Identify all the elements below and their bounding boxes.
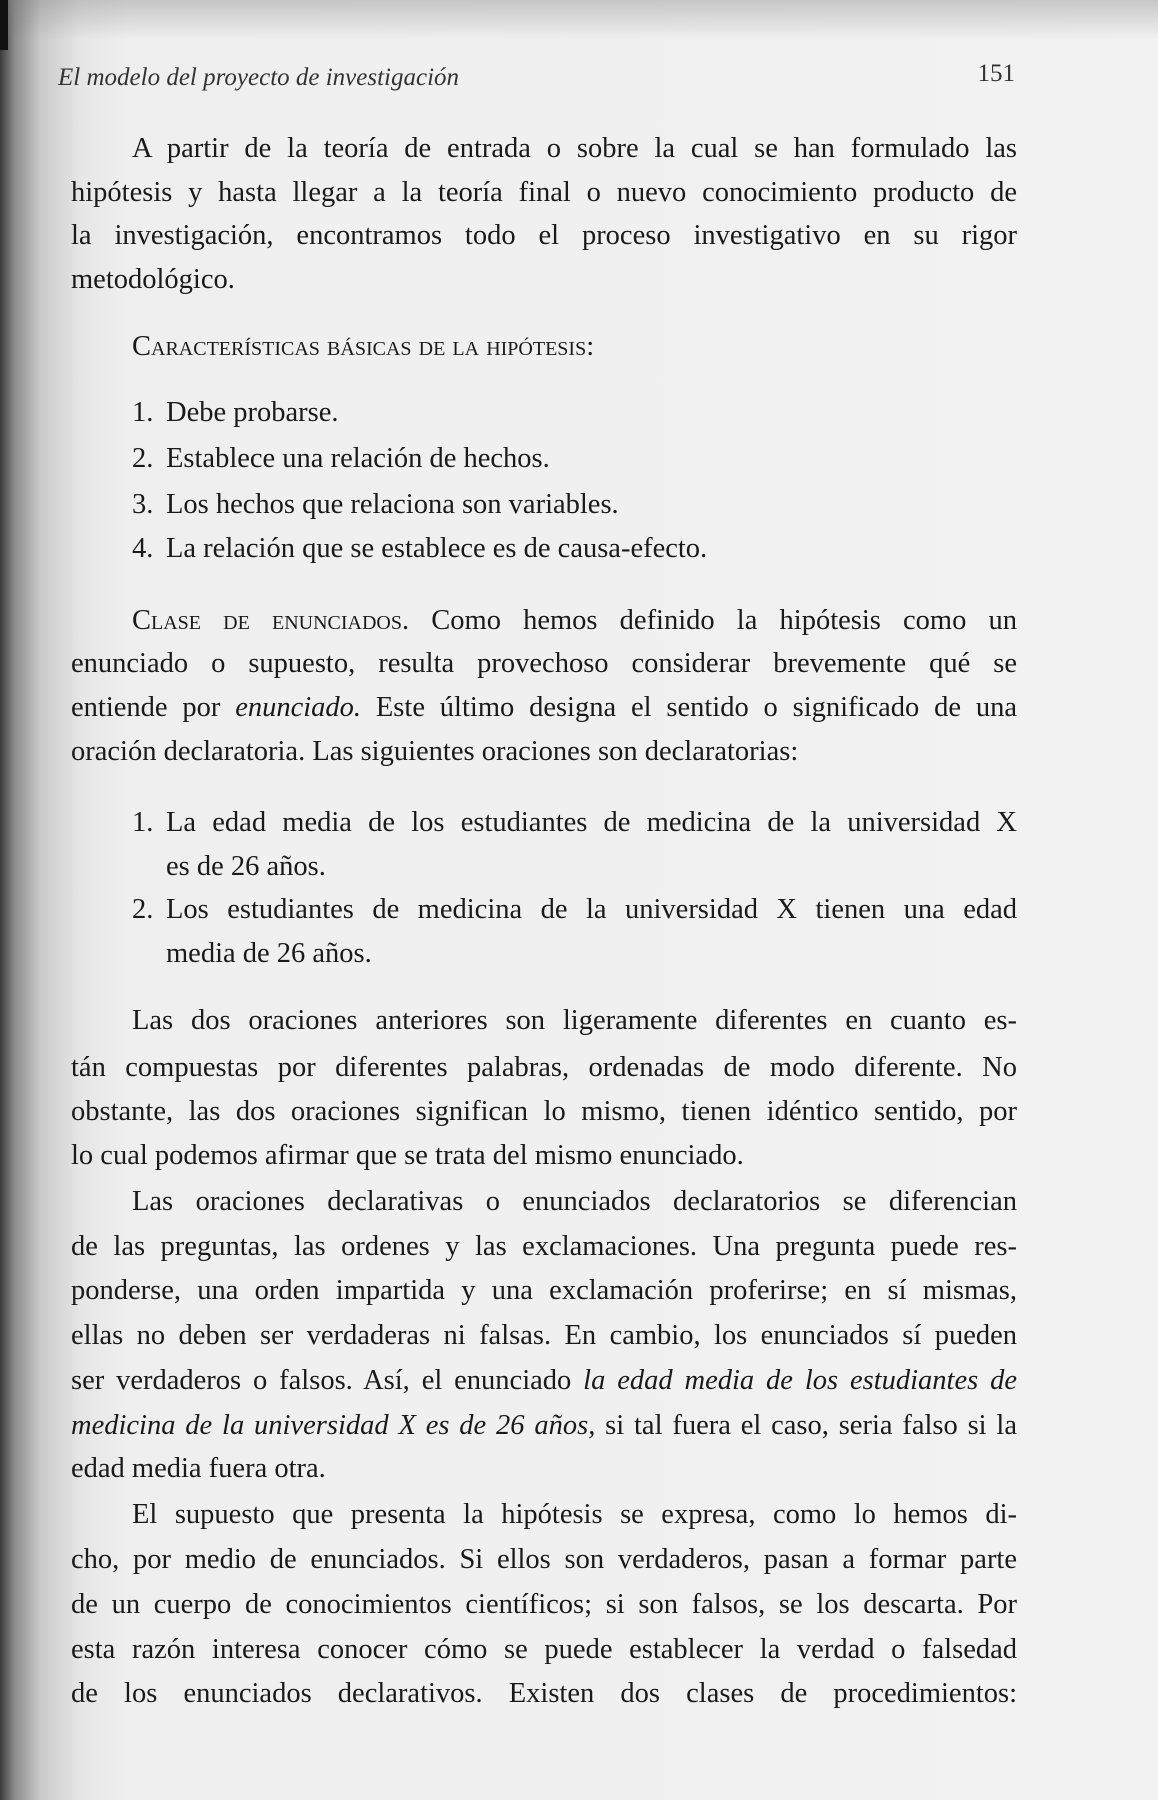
- section-heading: Características básicas de la hipótesis:: [132, 331, 595, 362]
- paragraph-1-line: A partir de la teoría de entrada o sobre la cual se han formulado las: [132, 133, 1017, 164]
- paragraph-3-line: lo cual podemos afirmar que se trata del mismo enunciado.: [71, 1140, 744, 1171]
- paragraph-4-line: ser verdaderos o falsos. Así, el enunciado la edad media de los estudiantes de: [71, 1365, 1018, 1396]
- example-text: es de 26 años.: [166, 851, 326, 882]
- list-item-text: Establece una relación de hechos.: [166, 443, 550, 474]
- scan-edge: [0, 0, 8, 50]
- paragraph-5-line: de un cuerpo de conocimientos científicos; si son falsos, se los descarta. Por: [71, 1589, 1017, 1620]
- paragraph-4-line: ellas no deben ser verdaderas ni falsas. En cambio, los enunciados sí pueden: [71, 1320, 1017, 1351]
- list-item-text: La relación que se establece es de causa-efecto.: [166, 533, 708, 564]
- list-item-number: 2.: [132, 443, 154, 474]
- paragraph-4-line: edad media fuera otra.: [71, 1453, 326, 1484]
- scan-shadow: [0, 0, 1158, 40]
- paragraph-3-line: tán compuestas por diferentes palabras, ordenadas de modo diferente. No: [71, 1052, 1017, 1083]
- example-text: media de 26 años.: [166, 938, 372, 969]
- list-item-text: Debe probarse.: [166, 397, 339, 428]
- paragraph-4-line: ponderse, una orden impartida y una exclamación proferirse; en sí mismas,: [71, 1275, 1017, 1306]
- list-item-text: Los hechos que relaciona son variables.: [166, 489, 619, 520]
- paragraph-5-line: esta razón interesa conocer cómo se puede establecer la verdad o falsedad: [71, 1634, 1017, 1665]
- paragraph-clase-line: oración declaratoria. Las siguientes oraciones son declaratorias:: [71, 736, 799, 767]
- list-item-number: 4.: [132, 533, 154, 564]
- paragraph-3-line: obstante, las dos oraciones significan lo mismo, tienen idéntico sentido, por: [71, 1096, 1017, 1127]
- paragraph-1-line: la investigación, encontramos todo el proceso investigativo en su rigor: [71, 220, 1017, 251]
- paragraph-4-line: de las preguntas, las ordenes y las exclamaciones. Una pregunta puede res-: [71, 1231, 1017, 1262]
- list-item-number: 1.: [132, 397, 154, 428]
- page-number: 151: [977, 60, 1015, 87]
- paragraph-5-line: cho, por medio de enunciados. Si ellos son verdaderos, pasan a formar parte: [71, 1544, 1017, 1575]
- example-number: 1.: [132, 807, 154, 838]
- list-item-number: 3.: [132, 489, 154, 520]
- inline-heading: Clase de enunciados.: [132, 605, 432, 636]
- paragraph-clase-line: Clase de enunciados. Como hemos definido la hipótesis como un: [132, 605, 1017, 636]
- paragraph-clase-line: enunciado o supuesto, resulta provechoso considerar brevemente qué se: [71, 648, 1017, 679]
- paragraph-clase-line: entiende por enunciado. Este último designa el sentido o significado de una: [71, 692, 1017, 723]
- paragraph-5-line: El supuesto que presenta la hipótesis se expresa, como lo hemos di-: [132, 1499, 1017, 1530]
- paragraph-4-line: Las oraciones declarativas o enunciados declaratorios se diferencian: [132, 1186, 1017, 1217]
- paragraph-1-line: hipótesis y hasta llegar a la teoría final o nuevo conocimiento producto de: [71, 177, 1017, 208]
- example-text: Los estudiantes de medicina de la universidad X tienen una edad: [166, 894, 1017, 925]
- paragraph-4-line: medicina de la universidad X es de 26 años, si tal fuera el caso, seria falso si la: [71, 1410, 1017, 1441]
- example-text: La edad media de los estudiantes de medicina de la universidad X: [166, 807, 1017, 838]
- running-head: El modelo del proyecto de investigación: [58, 64, 460, 91]
- example-number: 2.: [132, 894, 154, 925]
- paragraph-5-line: de los enunciados declarativos. Existen dos clases de procedimientos:: [71, 1678, 1017, 1709]
- paragraph-1-line: metodológico.: [71, 264, 235, 295]
- paragraph-3-line: Las dos oraciones anteriores son ligeramente diferentes en cuanto es-: [132, 1005, 1017, 1036]
